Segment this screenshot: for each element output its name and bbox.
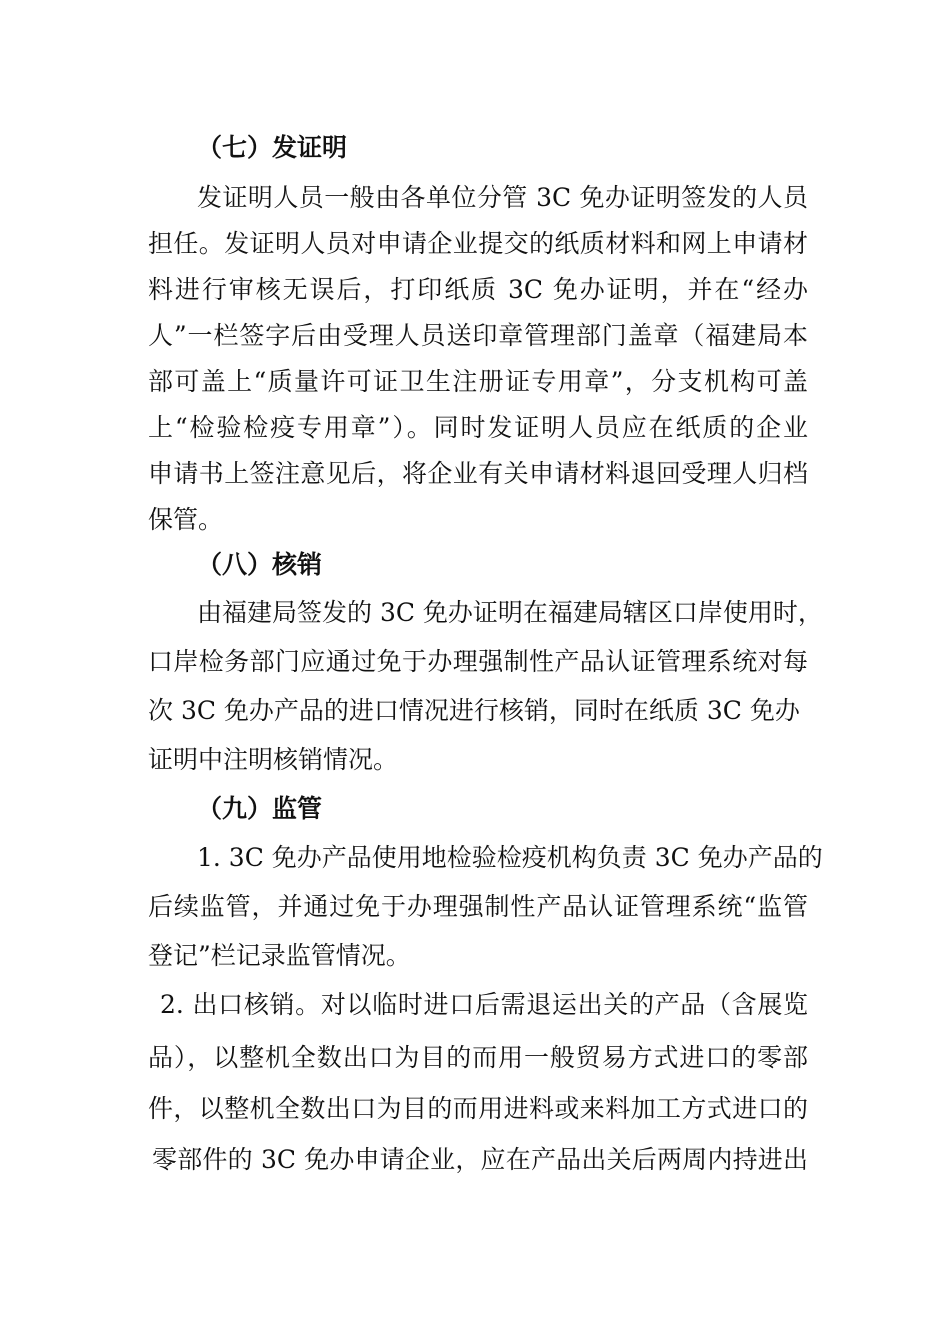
list-item-2-line: 零部件的 3C 免办申请企业，应在产品出关后两周内持进出 — [152, 1145, 808, 1174]
paragraph-line: 申请书上签注意见后，将企业有关申请材料退回受理人归档 — [148, 459, 808, 488]
paragraph-line: 证明中注明核销情况。 — [148, 745, 399, 774]
paragraph-line: 料进行审核无误后，打印纸质 3C 免办证明，并在“经办 — [148, 275, 808, 304]
list-item-2-line: 2. 出口核销。对以临时进口后需退运出关的产品（含展览 — [160, 990, 808, 1019]
list-item-1-line: 登记”栏记录监管情况。 — [148, 941, 411, 970]
section-heading-8: （八）核销 — [197, 550, 323, 579]
paragraph-line: 由福建局签发的 3C 免办证明在福建局辖区口岸使用时， — [197, 598, 823, 627]
list-item-1-line: 后续监管，并通过免于办理强制性产品认证管理系统“监管 — [148, 892, 808, 921]
list-item-1-line: 1. 3C 免办产品使用地检验检疫机构负责 3C 免办产品的 — [197, 843, 823, 872]
section-heading-9: （九）监管 — [197, 794, 323, 823]
paragraph-line: 上“检验检疫专用章”）。同时发证明人员应在纸质的企业 — [148, 413, 808, 442]
paragraph-line: 部可盖上“质量许可证卫生注册证专用章”，分支机构可盖 — [148, 367, 808, 396]
paragraph-line: 发证明人员一般由各单位分管 3C 免办证明签发的人员 — [197, 183, 808, 212]
paragraph-line: 担任。发证明人员对申请企业提交的纸质材料和网上申请材 — [148, 229, 808, 258]
paragraph-line: 人”一栏签字后由受理人员送印章管理部门盖章（福建局本 — [148, 321, 808, 350]
paragraph-line: 口岸检务部门应通过免于办理强制性产品认证管理系统对每 — [148, 647, 808, 676]
list-item-2-line: 品），以整机全数出口为目的而用一般贸易方式进口的零部 — [148, 1043, 808, 1072]
section-heading-7: （七）发证明 — [197, 133, 348, 162]
paragraph-line: 次 3C 免办产品的进口情况进行核销，同时在纸质 3C 免办 — [148, 696, 800, 725]
paragraph-line: 保管。 — [148, 505, 224, 534]
list-item-2-line: 件，以整机全数出口为目的而用进料或来料加工方式进口的 — [148, 1094, 808, 1123]
